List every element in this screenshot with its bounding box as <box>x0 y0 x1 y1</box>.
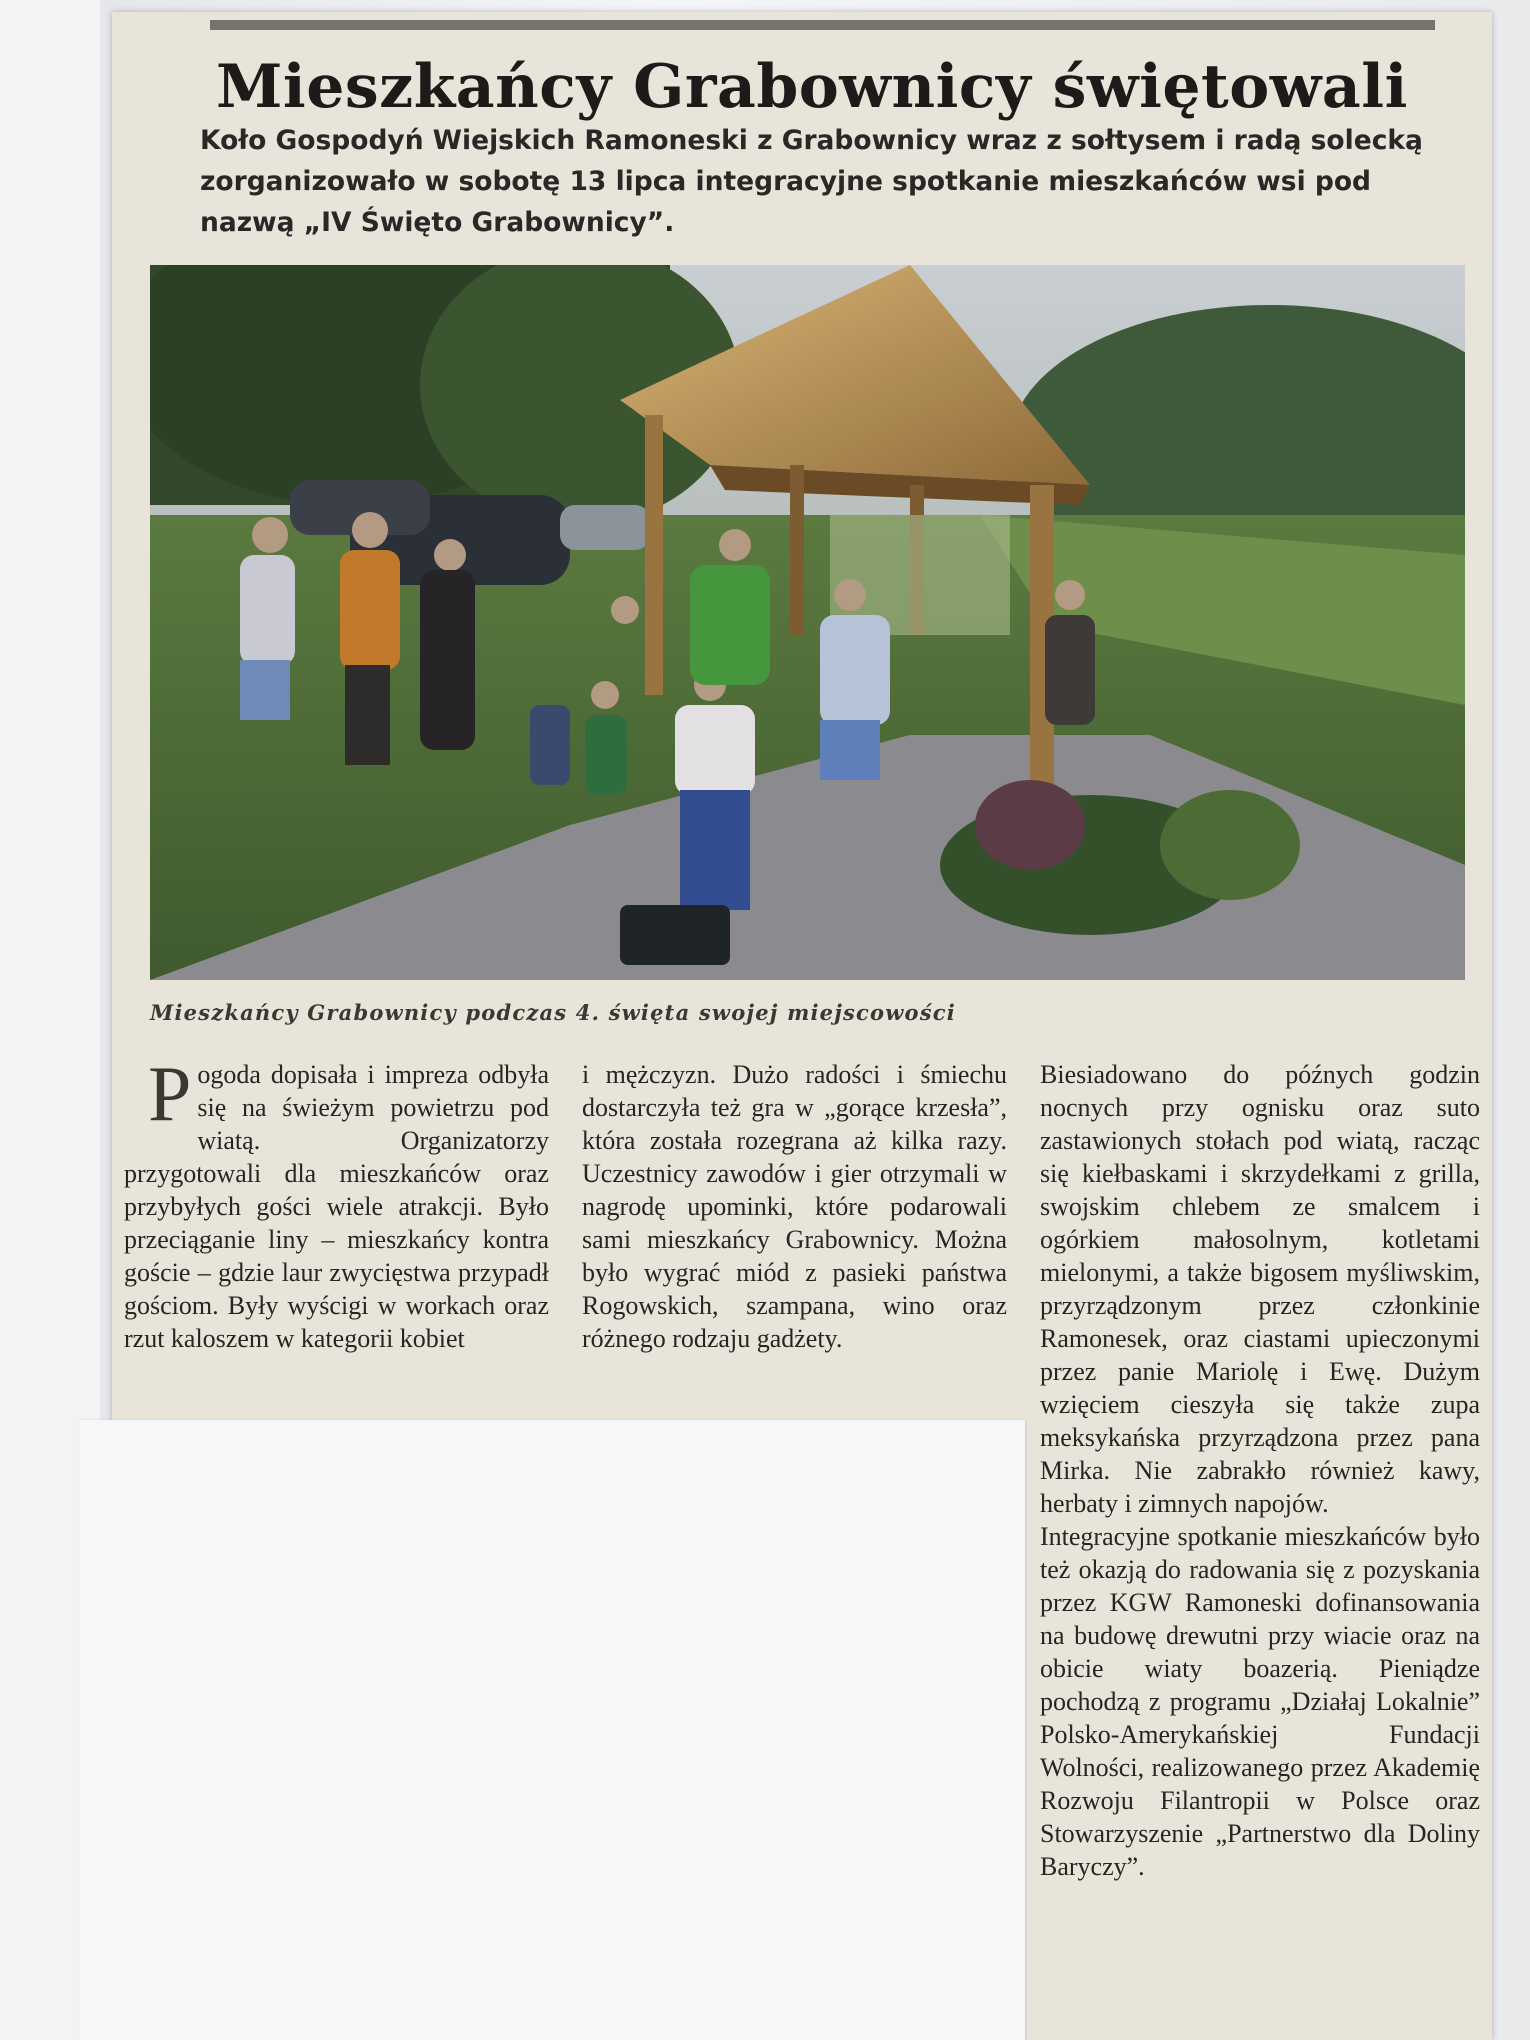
column-2-text: i mężczyzn. Dużo radości i śmiechu dostarczyła też gra w „gorące krzesła”, która została rozegrana aż kilka razy. Uczestnicy zawodów i gier otrzymali w nagrodę upominki, które podarowali sami mieszkańcy Grabownicy. Można było wygrać miód z pasieki państwa Rogowskich, szampana, wino oraz różnego rodzaju gadżety. <box>582 1060 1007 1353</box>
column-3-paragraph-2: Integracyjne spotkanie mieszkańców było też okazją do radowania się z pozyskania przez KGW Ramoneski dofinansowania na budowę drewutni przy wiacie oraz na obicie wiaty boazerią. Pieniądze pochodzą z programu „Działaj Lokalnie” Polsko-Amerykańskiej Fundacji Wolności, realizowanego przez Akademię Rozwoju Filantropii w Polsce oraz Stowarzyszenie „Partnerstwo dla Doliny Baryczy”. <box>1040 1522 1480 1881</box>
header-rule <box>210 20 1435 30</box>
article-column-1 <box>124 1050 549 1355</box>
photo-caption: Mieszkańcy Grabownicy podczas 4. święta swojej miejscowości <box>150 1000 956 1025</box>
article-photo <box>150 265 1465 980</box>
column-3-paragraph-1: Biesiadowano do późnych godzin nocnych przy ognisku oraz suto zastawionych stołach pod wiatą, racząc się kiełbaskami i skrzydełkami z grilla, swojskim chlebem ze smalcem i ogórkiem małosolnym, kotletami mielonymi, a także bigosem myśliwskim, przyrządzonym przez członkinie Ramonesek, oraz ciastami upieczonymi przez panie Mariolę i Ewę. Dużym wzięciem cieszyła się także zupa meksykańska przyrządzona przez pana Mirka. Nie zabrakło również kawy, herbaty i zimnych napojów. <box>1040 1060 1480 1518</box>
article-lead: Koło Gospodyń Wiejskich Ramoneski z Grabownicy wraz z sołtysem i radą solecką zorganizowało w sobotę 13 lipca integracyjne spotkanie mieszkańców wsi pod nazwą „IV Święto Grabownicy”. <box>200 125 1423 238</box>
article-column-2 <box>582 1058 1007 1355</box>
article-headline: Mieszkańcy Grabownicy świętowali <box>216 52 1408 122</box>
article-column-3 <box>1040 1058 1480 1883</box>
drop-cap: P <box>148 1050 192 1137</box>
blank-paper-overlay <box>80 1420 1025 2040</box>
photo-illustration <box>150 265 1465 980</box>
column-1-text: ogoda dopisała i impreza odbyła się na świeżym powietrzu pod wiatą. Organizatorzy przygotowali dla mieszkańców oraz przybyłych gości wiele atrakcji. Było przeciąganie liny – mieszkańcy kontra goście – gdzie laur zwycięstwa przypadł gościom. Były wyścigi w workach oraz rzut kaloszem w kategorii kobiet <box>124 1060 549 1353</box>
